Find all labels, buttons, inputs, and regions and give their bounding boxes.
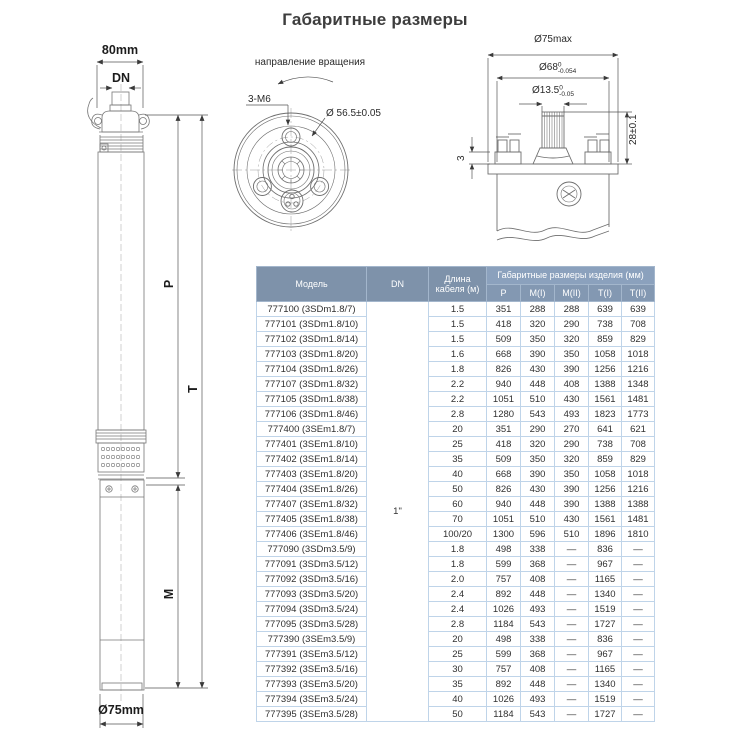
p-cell: 599	[487, 557, 521, 572]
model-cell: 777407 (3SEm1.8/32)	[257, 497, 367, 512]
m1-cell: 596	[521, 527, 555, 542]
model-cell: 777106 (3SDm1.8/46)	[257, 407, 367, 422]
t2-cell: —	[622, 662, 655, 677]
t1-cell: 1896	[589, 527, 622, 542]
model-cell: 777390 (3SEm3.5/9)	[257, 632, 367, 647]
rotation-direction-label: направление вращения	[254, 57, 366, 68]
m1-cell: 338	[521, 542, 555, 557]
m1-cell: 390	[521, 467, 555, 482]
t1-cell: 836	[589, 542, 622, 557]
header-model: Модель	[257, 267, 367, 302]
table-row	[257, 362, 655, 377]
cable-length-cell: 2.4	[429, 587, 487, 602]
table-row	[257, 647, 655, 662]
t1-cell: 641	[589, 422, 622, 437]
table-row	[257, 347, 655, 362]
rotation-arrow	[278, 77, 333, 84]
model-cell: 777091 (3SDm3.5/12)	[257, 557, 367, 572]
dim-label-d135: Ø13.5$^0$ -0.05	[532, 84, 575, 98]
cable-length-cell: 70	[429, 512, 487, 527]
m1-cell: 430	[521, 362, 555, 377]
table-row	[257, 662, 655, 677]
m1-cell: 320	[521, 437, 555, 452]
model-cell: 777404 (3SEm1.8/26)	[257, 482, 367, 497]
cable-length-cell: 25	[429, 647, 487, 662]
m1-cell: 350	[521, 452, 555, 467]
m2-cell: —	[555, 632, 589, 647]
dim-label-gap3: 3	[456, 155, 467, 161]
m2-cell: 430	[555, 512, 589, 527]
t2-cell: —	[622, 557, 655, 572]
t2-cell: 1481	[622, 512, 655, 527]
model-cell: 777092 (3SDm3.5/16)	[257, 572, 367, 587]
cable-length-cell: 60	[429, 497, 487, 512]
m1-cell: 408	[521, 662, 555, 677]
t1-cell: 1519	[589, 602, 622, 617]
header-p: P	[487, 285, 521, 302]
model-cell: 777103 (3SDm1.8/20)	[257, 347, 367, 362]
cable-length-cell: 1.8	[429, 542, 487, 557]
table-row	[257, 317, 655, 332]
header-dn: DN	[367, 267, 429, 302]
cable-length-cell: 2.8	[429, 407, 487, 422]
dim-label-28: 28±0.1	[628, 114, 639, 145]
t2-cell: 708	[622, 317, 655, 332]
p-cell: 418	[487, 437, 521, 452]
t1-cell: 1256	[589, 362, 622, 377]
t2-cell: 1018	[622, 467, 655, 482]
t1-cell: 1561	[589, 392, 622, 407]
m1-cell: 320	[521, 317, 555, 332]
m1-cell: 543	[521, 617, 555, 632]
table-row	[257, 332, 655, 347]
cable-length-cell: 1.5	[429, 302, 487, 317]
table-row	[257, 527, 655, 542]
t1-cell: 967	[589, 557, 622, 572]
m2-cell: 493	[555, 407, 589, 422]
t1-cell: 1058	[589, 347, 622, 362]
m1-cell: 390	[521, 347, 555, 362]
table-row	[257, 572, 655, 587]
p-cell: 351	[487, 422, 521, 437]
m1-cell: 430	[521, 482, 555, 497]
m2-cell: 290	[555, 317, 589, 332]
cable-length-cell: 50	[429, 482, 487, 497]
model-cell: 777400 (3SEm1.8/7)	[257, 422, 367, 437]
t2-cell: —	[622, 617, 655, 632]
motor-body	[100, 480, 144, 690]
table-row	[257, 422, 655, 437]
p-cell: 1300	[487, 527, 521, 542]
m2-cell: —	[555, 617, 589, 632]
dim-label-m: M	[162, 588, 176, 600]
m1-cell: 338	[521, 632, 555, 647]
intake-holes	[101, 447, 139, 466]
t2-cell: —	[622, 572, 655, 587]
m1-cell: 408	[521, 572, 555, 587]
table-row	[257, 302, 655, 317]
m2-cell: 288	[555, 302, 589, 317]
model-cell: 777105 (3SDm1.8/38)	[257, 392, 367, 407]
cable-length-cell: 2.2	[429, 392, 487, 407]
t2-cell: 829	[622, 452, 655, 467]
t2-cell: —	[622, 587, 655, 602]
dim-label-dn: DN	[111, 71, 131, 85]
dim-label-d75mm: Ø75mm	[98, 703, 144, 717]
t2-cell: 1018	[622, 347, 655, 362]
break-line	[497, 224, 609, 232]
table-row	[257, 512, 655, 527]
t1-cell: 1561	[589, 512, 622, 527]
cable-length-cell: 20	[429, 422, 487, 437]
t1-cell: 1388	[589, 377, 622, 392]
p-cell: 1184	[487, 707, 521, 722]
t1-cell: 1165	[589, 572, 622, 587]
m1-cell: 493	[521, 692, 555, 707]
motor-shaft	[542, 112, 564, 148]
model-cell: 777395 (3SEm3.5/28)	[257, 707, 367, 722]
m2-cell: 270	[555, 422, 589, 437]
model-cell: 777391 (3SEm3.5/12)	[257, 647, 367, 662]
t1-cell: 1165	[589, 662, 622, 677]
t2-cell: 1388	[622, 497, 655, 512]
m2-cell: 320	[555, 452, 589, 467]
model-cell: 777401 (3SEm1.8/10)	[257, 437, 367, 452]
m1-cell: 543	[521, 707, 555, 722]
m1-cell: 493	[521, 602, 555, 617]
table-row	[257, 677, 655, 692]
model-cell: 777100 (3SDm1.8/7)	[257, 302, 367, 317]
m2-cell: —	[555, 662, 589, 677]
table-header	[257, 267, 655, 302]
m1-cell: 543	[521, 407, 555, 422]
model-cell: 777403 (3SEm1.8/20)	[257, 467, 367, 482]
m2-cell: 350	[555, 347, 589, 362]
p-cell: 668	[487, 467, 521, 482]
t1-cell: 1388	[589, 497, 622, 512]
p-cell: 1026	[487, 692, 521, 707]
t2-cell: —	[622, 602, 655, 617]
p-cell: 1026	[487, 602, 521, 617]
model-cell: 777393 (3SEm3.5/20)	[257, 677, 367, 692]
t1-cell: 1727	[589, 617, 622, 632]
t1-cell: 967	[589, 647, 622, 662]
model-cell: 777094 (3SDm3.5/24)	[257, 602, 367, 617]
t2-cell: 1348	[622, 377, 655, 392]
t2-cell: 829	[622, 332, 655, 347]
motor-top-view-drawing	[455, 28, 650, 253]
t1-cell: 1340	[589, 677, 622, 692]
m1-cell: 448	[521, 497, 555, 512]
t2-cell: 639	[622, 302, 655, 317]
cable-length-cell: 100/20	[429, 527, 487, 542]
dim-label-p: P	[162, 279, 176, 289]
cable-length-cell: 35	[429, 452, 487, 467]
m2-cell: 390	[555, 497, 589, 512]
p-cell: 509	[487, 332, 521, 347]
header-t2: T(II)	[622, 285, 655, 302]
m2-cell: —	[555, 542, 589, 557]
header-dimensions-group: Габаритные размеры изделия (мм)	[487, 267, 655, 285]
t2-cell: —	[622, 632, 655, 647]
pump-side-view-drawing	[55, 38, 220, 750]
model-cell: 777402 (3SEm1.8/14)	[257, 452, 367, 467]
m2-cell: 430	[555, 392, 589, 407]
model-cell: 777104 (3SDm1.8/26)	[257, 362, 367, 377]
cable-length-cell: 50	[429, 707, 487, 722]
m2-cell: —	[555, 647, 589, 662]
thread-label: 3-М6	[248, 94, 271, 105]
flange-diameter-label: Ø 56.5±0.05	[326, 108, 381, 119]
cable-length-cell: 30	[429, 662, 487, 677]
table-row	[257, 482, 655, 497]
m1-cell: 448	[521, 377, 555, 392]
cable-length-cell: 25	[429, 437, 487, 452]
t1-cell: 836	[589, 632, 622, 647]
t2-cell: —	[622, 677, 655, 692]
terminal-right	[584, 134, 611, 164]
model-cell: 777093 (3SDm3.5/20)	[257, 587, 367, 602]
m1-cell: 368	[521, 557, 555, 572]
m2-cell: 320	[555, 332, 589, 347]
m2-cell: —	[555, 707, 589, 722]
cable-length-cell: 2.2	[429, 377, 487, 392]
header-m1: M(I)	[521, 285, 555, 302]
m2-cell: —	[555, 572, 589, 587]
m1-cell: 368	[521, 647, 555, 662]
p-cell: 509	[487, 452, 521, 467]
model-cell: 777394 (3SEm3.5/24)	[257, 692, 367, 707]
t1-cell: 738	[589, 437, 622, 452]
table-row	[257, 452, 655, 467]
model-cell: 777405 (3SEm1.8/38)	[257, 512, 367, 527]
p-cell: 1184	[487, 617, 521, 632]
t1-cell: 1727	[589, 707, 622, 722]
m2-cell: —	[555, 557, 589, 572]
t1-cell: 738	[589, 317, 622, 332]
cable-length-cell: 1.5	[429, 332, 487, 347]
p-cell: 892	[487, 677, 521, 692]
dim-label-d68: $Ø68^0$ -0.054	[539, 61, 577, 75]
model-cell: 777107 (3SDm1.8/32)	[257, 377, 367, 392]
table-row	[257, 497, 655, 512]
cable-length-cell: 40	[429, 692, 487, 707]
table-row	[257, 632, 655, 647]
t1-cell: 1823	[589, 407, 622, 422]
cable-length-cell: 1.8	[429, 557, 487, 572]
table-row	[257, 542, 655, 557]
t2-cell: 1216	[622, 362, 655, 377]
p-cell: 498	[487, 542, 521, 557]
t2-cell: —	[622, 707, 655, 722]
m2-cell: 390	[555, 362, 589, 377]
cable-length-cell: 1.6	[429, 347, 487, 362]
p-cell: 351	[487, 302, 521, 317]
m2-cell: 290	[555, 437, 589, 452]
t1-cell: 1058	[589, 467, 622, 482]
table-row	[257, 407, 655, 422]
t1-cell: 1340	[589, 587, 622, 602]
page-title: Габаритные размеры	[282, 10, 468, 29]
t2-cell: 708	[622, 437, 655, 452]
t1-cell: 639	[589, 302, 622, 317]
cable-length-cell: 1.5	[429, 317, 487, 332]
m2-cell: 390	[555, 482, 589, 497]
table-row	[257, 557, 655, 572]
cable-length-cell: 35	[429, 677, 487, 692]
t1-cell: 1256	[589, 482, 622, 497]
p-cell: 599	[487, 647, 521, 662]
m1-cell: 510	[521, 392, 555, 407]
cable-length-cell: 2.0	[429, 572, 487, 587]
m2-cell: 350	[555, 467, 589, 482]
t1-cell: 859	[589, 332, 622, 347]
p-cell: 892	[487, 587, 521, 602]
table-row	[257, 467, 655, 482]
table-row	[257, 377, 655, 392]
flange-face-view-drawing	[228, 50, 388, 240]
m1-cell: 290	[521, 422, 555, 437]
dimensions-table	[256, 266, 655, 722]
m2-cell: —	[555, 587, 589, 602]
table-row	[257, 437, 655, 452]
m2-cell: —	[555, 602, 589, 617]
p-cell: 757	[487, 572, 521, 587]
header-m2: M(II)	[555, 285, 589, 302]
screw	[557, 182, 581, 206]
table-body	[257, 302, 655, 722]
cable-length-cell: 2.8	[429, 617, 487, 632]
model-cell: 777102 (3SDm1.8/14)	[257, 332, 367, 347]
table-row	[257, 392, 655, 407]
p-cell: 757	[487, 662, 521, 677]
t2-cell: —	[622, 692, 655, 707]
m2-cell: 408	[555, 377, 589, 392]
p-cell: 940	[487, 377, 521, 392]
model-cell: 777392 (3SEm3.5/16)	[257, 662, 367, 677]
t2-cell: —	[622, 542, 655, 557]
terminal-left	[495, 134, 521, 164]
dim-label-d75max: Ø75max	[534, 34, 572, 45]
dim-label-t: T	[186, 385, 200, 393]
p-cell: 1051	[487, 392, 521, 407]
dim-label-80mm: 80mm	[101, 43, 139, 57]
t2-cell: 621	[622, 422, 655, 437]
t1-cell: 859	[589, 452, 622, 467]
m1-cell: 510	[521, 512, 555, 527]
cable-length-cell: 1.8	[429, 362, 487, 377]
table-row	[257, 707, 655, 722]
model-cell: 777101 (3SDm1.8/10)	[257, 317, 367, 332]
cable-line	[88, 98, 101, 128]
t2-cell: 1481	[622, 392, 655, 407]
p-cell: 1280	[487, 407, 521, 422]
p-cell: 1051	[487, 512, 521, 527]
table-row	[257, 587, 655, 602]
t2-cell: —	[622, 647, 655, 662]
table-row	[257, 602, 655, 617]
model-cell: 777406 (3SEm1.8/46)	[257, 527, 367, 542]
t1-cell: 1519	[589, 692, 622, 707]
m1-cell: 288	[521, 302, 555, 317]
cable-length-cell: 2.4	[429, 602, 487, 617]
m1-cell: 448	[521, 677, 555, 692]
p-cell: 826	[487, 362, 521, 377]
t2-cell: 1216	[622, 482, 655, 497]
p-cell: 668	[487, 347, 521, 362]
dn-value-cell: 1"	[367, 302, 429, 722]
cable-length-cell: 20	[429, 632, 487, 647]
model-cell: 777090 (3SDm3.5/9)	[257, 542, 367, 557]
model-cell: 777095 (3SDm3.5/28)	[257, 617, 367, 632]
p-cell: 418	[487, 317, 521, 332]
m2-cell: 510	[555, 527, 589, 542]
table-row	[257, 692, 655, 707]
motor-flange	[488, 164, 618, 174]
m2-cell: —	[555, 692, 589, 707]
p-cell: 498	[487, 632, 521, 647]
t2-cell: 1773	[622, 407, 655, 422]
p-cell: 826	[487, 482, 521, 497]
p-cell: 940	[487, 497, 521, 512]
header-cable-length: Длина кабеля (м)	[429, 267, 487, 302]
header-t1: T(I)	[589, 285, 622, 302]
t2-cell: 1810	[622, 527, 655, 542]
table-row	[257, 617, 655, 632]
m1-cell: 350	[521, 332, 555, 347]
m2-cell: —	[555, 677, 589, 692]
cable-length-cell: 40	[429, 467, 487, 482]
m1-cell: 448	[521, 587, 555, 602]
